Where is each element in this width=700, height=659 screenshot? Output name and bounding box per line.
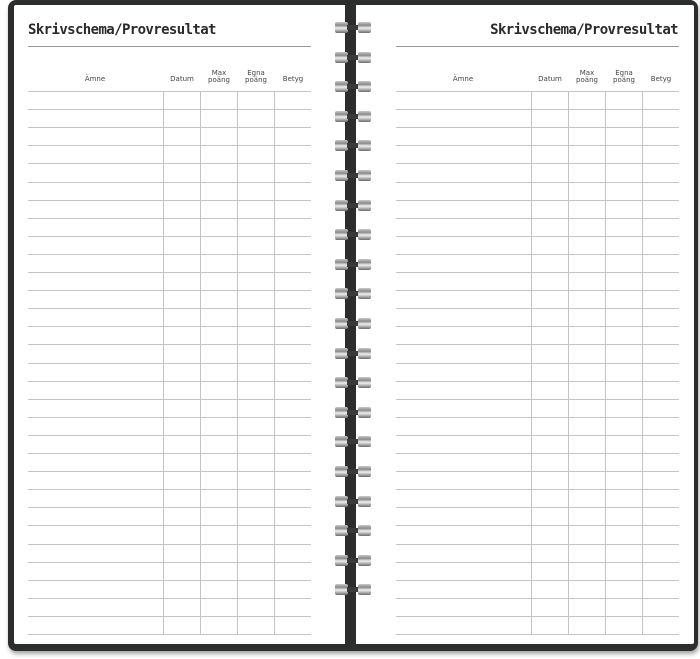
right-title-rule (396, 46, 679, 47)
spiral-ring (334, 436, 374, 447)
right-table-row-line (396, 163, 679, 164)
left-table-row-line (28, 290, 311, 291)
right-table-row-line (396, 200, 679, 201)
left-header-subject: Ämne (84, 75, 106, 83)
right-table-row-line (396, 544, 679, 545)
left-table-row-line (28, 544, 311, 545)
right-table-row-line (396, 489, 679, 490)
right-table-column-divider (568, 91, 569, 634)
right-table-row-line (396, 507, 679, 508)
left-header-own-points: Egna poäng (245, 69, 267, 84)
right-table-row-line (396, 381, 679, 382)
right-table-row-line (396, 218, 679, 219)
right-table-row-line (396, 598, 679, 599)
right-table-row-line (396, 634, 679, 635)
spiral-ring (334, 52, 374, 63)
left-table-row-line (28, 218, 311, 219)
left-table-row-line (28, 453, 311, 454)
right-table-row-line (396, 616, 679, 617)
left-table-row-line (28, 127, 311, 128)
left-table-row-line (28, 489, 311, 490)
spiral-ring (334, 555, 374, 566)
right-table-row-line (396, 290, 679, 291)
left-table-row-line (28, 580, 311, 581)
spiral-ring (334, 81, 374, 92)
right-table-row-line (396, 580, 679, 581)
right-table-row-line (396, 344, 679, 345)
right-table-row-line (396, 272, 679, 273)
spiral-ring (334, 111, 374, 122)
right-table-row-line (396, 435, 679, 436)
left-header-grade: Betyg (282, 75, 304, 83)
spiral-ring (334, 170, 374, 181)
right-table-row-line (396, 254, 679, 255)
left-table-row-line (28, 308, 311, 309)
left-table-row-line (28, 634, 311, 635)
spiral-ring (334, 140, 374, 151)
right-results-table (396, 68, 679, 628)
left-table-row-line (28, 435, 311, 436)
right-table-row-line (396, 236, 679, 237)
right-page-title: Skrivschema/Provresultat (490, 22, 678, 38)
right-table-column-divider (605, 91, 606, 634)
right-table-row-line (396, 399, 679, 400)
right-table-column-divider (531, 91, 532, 634)
left-results-table (28, 68, 311, 628)
right-table-row-line (396, 145, 679, 146)
right-header-date: Datum (538, 75, 562, 83)
spiral-ring (334, 229, 374, 240)
right-table-row-line (396, 91, 679, 92)
spiral-ring (334, 407, 374, 418)
right-table-row-line (396, 453, 679, 454)
left-header-date: Datum (170, 75, 194, 83)
spiral-ring (334, 496, 374, 507)
left-table-row-line (28, 417, 311, 418)
right-table-row-line (396, 127, 679, 128)
left-table-row-line (28, 525, 311, 526)
right-table-row-line (396, 471, 679, 472)
right-table-row-line (396, 417, 679, 418)
right-header-own-points: Egna poäng (613, 69, 635, 84)
right-table-column-divider (642, 91, 643, 634)
right-table-row-line (396, 562, 679, 563)
left-header-max-points: Max poäng (208, 69, 230, 84)
spiral-ring (334, 200, 374, 211)
right-header-subject: Ämne (452, 75, 474, 83)
right-table-row-line (396, 326, 679, 327)
left-table-row-line (28, 326, 311, 327)
left-page (14, 5, 345, 644)
spiral-ring (334, 525, 374, 536)
spiral-ring (334, 466, 374, 477)
left-table-row-line (28, 507, 311, 508)
left-table-row-line (28, 145, 311, 146)
left-table-row-line (28, 399, 311, 400)
right-table-row-line (396, 182, 679, 183)
left-table-row-line (28, 254, 311, 255)
right-header-grade: Betyg (650, 75, 672, 83)
left-table-row-line (28, 236, 311, 237)
left-page-title: Skrivschema/Provresultat (28, 22, 216, 38)
left-table-row-line (28, 272, 311, 273)
spiral-ring (334, 288, 374, 299)
left-table-column-divider (163, 91, 164, 634)
right-table-row-line (396, 308, 679, 309)
left-table-row-line (28, 344, 311, 345)
right-page (354, 5, 694, 644)
left-table-row-line (28, 182, 311, 183)
left-table-row-line (28, 91, 311, 92)
left-table-row-line (28, 616, 311, 617)
right-table-row-line (396, 525, 679, 526)
left-table-column-divider (200, 91, 201, 634)
right-header-max-points: Max poäng (576, 69, 598, 84)
left-table-column-divider (237, 91, 238, 634)
left-table-row-line (28, 363, 311, 364)
right-table-row-line (396, 363, 679, 364)
left-table-row-line (28, 109, 311, 110)
spiral-ring (334, 259, 374, 270)
spiral-ring (334, 22, 374, 33)
spiral-ring (334, 377, 374, 388)
left-table-row-line (28, 598, 311, 599)
left-table-row-line (28, 200, 311, 201)
spiral-binding (334, 22, 374, 622)
right-table-row-line (396, 109, 679, 110)
left-table-row-line (28, 471, 311, 472)
left-table-row-line (28, 562, 311, 563)
left-title-rule (28, 46, 311, 47)
spiral-ring (334, 584, 374, 595)
spiral-ring (334, 318, 374, 329)
left-table-row-line (28, 381, 311, 382)
left-table-row-line (28, 163, 311, 164)
spiral-ring (334, 348, 374, 359)
left-table-column-divider (274, 91, 275, 634)
